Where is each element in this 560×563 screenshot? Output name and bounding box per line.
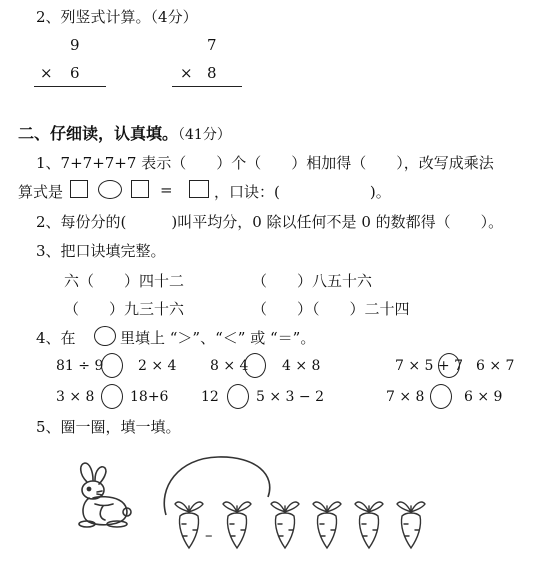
compare-4-left: 3 × 8	[56, 389, 95, 405]
question-1-line-1: 1、7+7+7+7 表示（ ）个（ ）相加得（ ），改写成乘法	[36, 154, 494, 172]
question-1-prefix: 算式是	[18, 183, 64, 201]
compare-5-left: 12	[201, 389, 219, 405]
rhyme-4: （ ）（ ）二十四	[252, 300, 410, 318]
question-2-fill: 2、每份分的( )叫平均分，0 除以任何不是 0 的数都得（ ）。	[36, 213, 504, 231]
section-2-score: （41分）	[178, 127, 231, 143]
carrot-icon[interactable]	[394, 494, 428, 554]
compare-1-left: 81 ÷ 9	[56, 358, 104, 374]
carrot-icon[interactable]	[352, 494, 386, 554]
compare-6-left: 7 × 8	[386, 389, 425, 405]
section-2-heading-row	[18, 121, 231, 144]
problem-2-answer-line	[172, 86, 242, 87]
problem-1-bottom: 6	[70, 64, 80, 82]
compare-circle-icon	[94, 326, 116, 346]
compare-4-circle[interactable]	[101, 384, 123, 409]
problem-2-top: 7	[207, 36, 217, 54]
problem-1-operator: ×	[40, 64, 53, 82]
answer-box-3[interactable]	[189, 180, 209, 198]
compare-5-circle[interactable]	[227, 384, 249, 409]
answer-box-2[interactable]	[131, 180, 149, 198]
carrot-icon[interactable]	[172, 494, 206, 554]
question-5-title: 5、圈一圈，填一填。	[36, 418, 181, 436]
carrot-dash: –	[205, 526, 213, 544]
problem-1-answer-line	[34, 86, 106, 87]
compare-2-circle[interactable]	[244, 353, 266, 378]
compare-6-right: 6 × 9	[464, 389, 503, 405]
carrot-icon[interactable]	[220, 494, 254, 554]
problem-2-operator: ×	[180, 64, 193, 82]
problem-2-bottom: 8	[207, 64, 217, 82]
rhyme-3: （ ）九三十六	[64, 300, 185, 318]
answer-circle[interactable]	[98, 180, 122, 199]
question-4-post: 里填上 “＞”、“＜” 或 “＝”。	[120, 329, 316, 347]
rhyme-1: 六（ ）四十二	[64, 272, 185, 290]
compare-5-right: 5 × 3 − 2	[256, 389, 324, 405]
question-3-title: 3、把口诀填完整。	[36, 242, 166, 260]
compare-2-right: 4 × 8	[282, 358, 321, 374]
carrot-icon[interactable]	[268, 494, 302, 554]
answer-box-1[interactable]	[70, 180, 88, 198]
compare-3-circle[interactable]	[438, 353, 460, 378]
compare-3-right: 6 × 7	[476, 358, 515, 374]
rabbit-illustration	[75, 460, 135, 530]
compare-6-circle[interactable]	[430, 384, 452, 409]
equals-sign: =	[160, 181, 173, 199]
compare-4-right: 18+6	[130, 389, 169, 405]
question-2-title: 2、列竖式计算。（4分）	[36, 8, 198, 26]
carrot-icon[interactable]	[310, 494, 344, 554]
compare-3-left: 7 × 5 + 7	[395, 358, 463, 374]
compare-1-right: 2 × 4	[138, 358, 177, 374]
question-4-pre: 4、在	[36, 329, 76, 347]
section-2-heading: 二、仔细读，认真填。	[18, 124, 179, 143]
compare-2-left: 8 × 4	[210, 358, 249, 374]
question-1-suffix: ，口诀：( )。	[214, 183, 391, 201]
compare-1-circle[interactable]	[101, 353, 123, 378]
rhyme-2: （ ）八五十六	[252, 272, 373, 290]
problem-1-top: 9	[70, 36, 80, 54]
